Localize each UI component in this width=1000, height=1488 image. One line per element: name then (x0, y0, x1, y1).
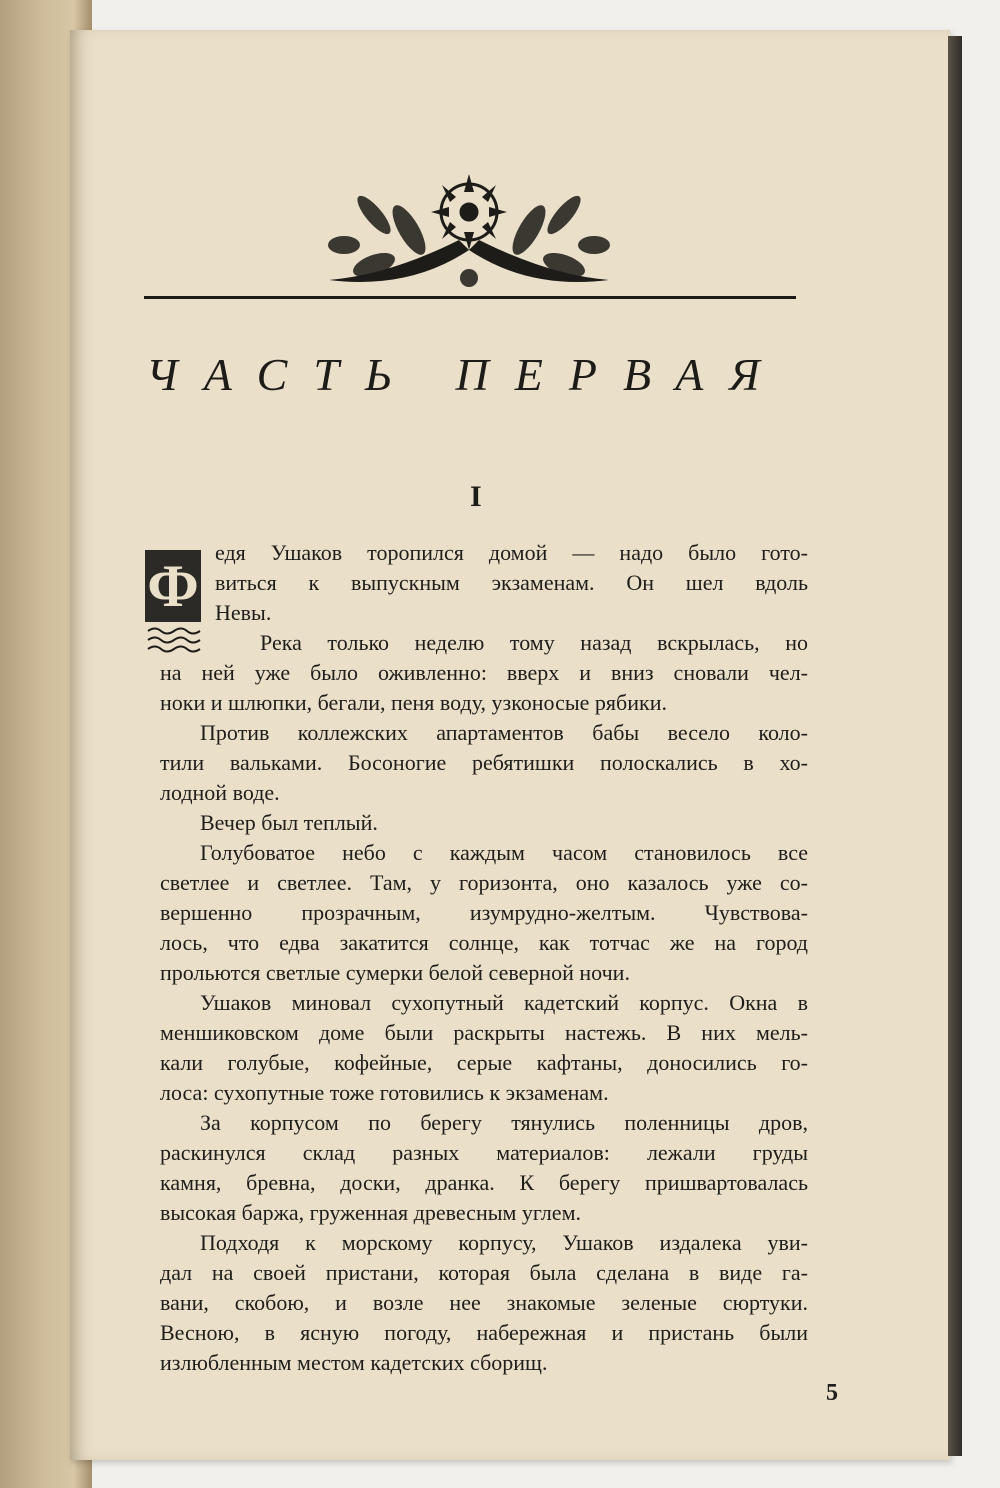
text-line: кали голубые, кофейные, серые кафтаны, доносились го- (160, 1050, 808, 1075)
text-line: Река только неделю тому назад вскрылась, но (260, 630, 808, 655)
text-line: лодной воде. (160, 780, 280, 805)
book-cover-edge (948, 36, 962, 1456)
text-line: меншиковском доме были раскрыты настежь. В них мель- (160, 1020, 808, 1045)
text-line: едя Ушаков торопился домой — надо было гото- (215, 540, 808, 565)
text-line: Весною, в ясную погоду, набережная и пристань были (160, 1320, 808, 1345)
text-line: Против коллежских апартаментов бабы весело коло- (200, 720, 808, 745)
text-line: виться к выпускным экзаменам. Он шел вдоль (215, 570, 808, 595)
chapter-number: I (470, 480, 482, 513)
part-title: ЧАСТЬ ПЕРВАЯ (146, 349, 786, 400)
text-line: тили вальками. Босоногие ребятишки полоскались в хо- (160, 750, 808, 775)
text-line: За корпусом по берегу тянулись поленницы дров, (200, 1110, 808, 1135)
text-line: ноки и шлюпки, бегали, пеня воду, узконосые рябики. (160, 690, 667, 715)
text-line: светлее и светлее. Там, у горизонта, оно казалось уже со- (160, 870, 808, 895)
text-line: лось, что едва закатится солнце, как тотчас же на город (160, 930, 808, 955)
text-line: раскинулся склад разных материалов: лежали груды (160, 1140, 808, 1165)
text-line: вани, скобою, и возле нее знакомые зеленые сюртуки. (160, 1290, 808, 1315)
text-line: Подходя к морскому корпусу, Ушаков издалека уви- (200, 1230, 808, 1255)
page-number: 5 (826, 1380, 838, 1406)
text-line: дал на своей пристани, которая была сделана в виде га- (160, 1260, 808, 1285)
text-line: высокая баржа, груженная древесным углем. (160, 1200, 581, 1225)
text-line: на ней уже было оживленно: вверх и вниз сновали чел- (160, 660, 808, 685)
text-line: камня, бревна, доски, дранка. К берегу пришвартовалась (160, 1170, 808, 1195)
horizontal-rule (144, 296, 796, 299)
floral-ornament (314, 150, 624, 310)
text-line: Голубоватое небо с каждым часом становилось все (200, 840, 808, 865)
text-line: Вечер был теплый. (200, 810, 378, 835)
text-line: прольются светлые сумерки белой северной ночи. (160, 960, 630, 985)
text-line: Невы. (215, 600, 272, 625)
text-line: излюбленным местом кадетских сборищ. (160, 1350, 548, 1375)
text-line: Ушаков миновал сухопутный кадетский корпус. Окна в (200, 990, 808, 1015)
drop-cap: Ф (145, 550, 201, 622)
text-line: вершенно прозрачным, изумрудно-желтым. Чувствова- (160, 900, 808, 925)
wave-ornament (146, 626, 202, 654)
text-line: лоса: сухопутные тоже готовились к экзаменам. (160, 1080, 609, 1105)
